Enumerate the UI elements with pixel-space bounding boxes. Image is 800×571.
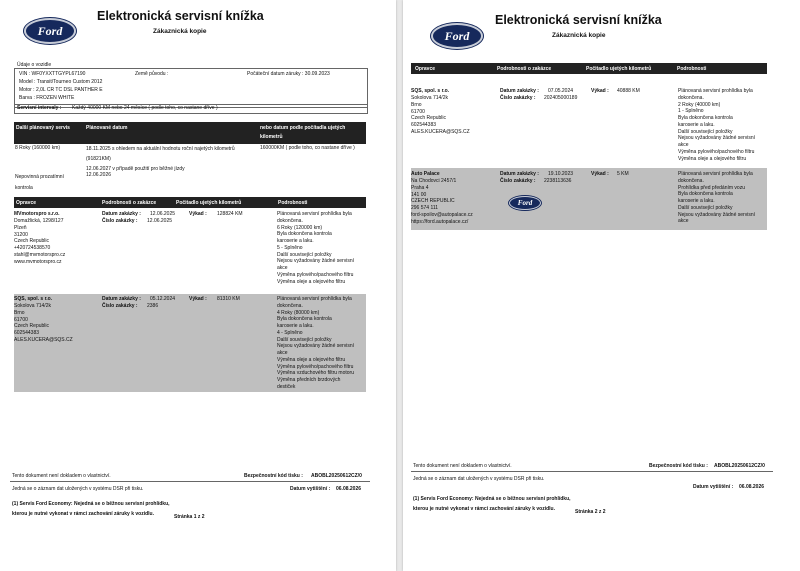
economy-note: (1) Servis Ford Economy: Nejedná se o běžnou servisní prohlídku, kterou je nutné vykonat v rámci zachování záruky k vozidlu.	[12, 501, 170, 517]
page-2	[403, 0, 800, 571]
km-value: 81310 KM	[217, 296, 240, 302]
history-header	[14, 197, 366, 208]
footer-divider	[411, 471, 773, 472]
order-number-label: Číslo zakázky :	[102, 303, 138, 309]
planned-header-service: Další plánovaný servis	[16, 125, 70, 131]
print-date: 06.08.2026	[739, 484, 765, 490]
km-label: Výkad :	[591, 88, 609, 94]
color: Barva : FROZEN WHITE	[19, 95, 75, 101]
print-date: 06.08.2026	[336, 486, 362, 492]
km-label: Výkad :	[591, 171, 609, 177]
planned-row1-service: 8 Roky (160000 km)	[15, 145, 61, 151]
document-subtitle: Zákaznická kopie	[552, 32, 606, 39]
history-header-km: Počitadlo ujetých kilometrů	[176, 200, 242, 206]
dealer-name: SQS, spol. s r.o.	[411, 88, 450, 94]
record-note: Jedná se o záznam dat uložených v systému DSR při tisku.	[12, 486, 144, 492]
interval-label: Servisní intervaly :	[17, 105, 62, 111]
dealer-ford-logo: Ford	[509, 196, 541, 210]
security-code: ABOBL20250612CZ/0	[311, 473, 362, 479]
security-code: ABOBL20250612CZ/0	[714, 463, 765, 469]
planned-row1-km: 160000KM ( podle toho, co nastane dříve )	[260, 145, 355, 151]
order-date-label: Datum zakázky :	[102, 211, 141, 217]
dealer-address: Sokolova 714/2k Brno 61700 Czech Republic 602544383 ALES.KUCERA@SQS.CZ	[411, 95, 470, 135]
page-number: Stránka 2 z 2	[575, 509, 606, 515]
dealer-name: SQS, spol. s r.o.	[14, 296, 53, 302]
ownership-disclaimer: Tento dokument není dokladem o vlastnictví.	[413, 463, 512, 469]
order-date-label: Datum zakázky :	[500, 171, 539, 177]
history-header-order: Podrobnosti o zakázce	[102, 200, 157, 206]
security-code-label: Bezpečnostní kód tisku :	[649, 463, 708, 469]
vin: VIN : WF0YXXTTGYPL67190	[19, 71, 86, 77]
km-value: 40888 KM	[617, 88, 640, 94]
dealer-address: Na Chodovci 2457/1 Praha 4 141 00 CZECH REPUBLIC 296 574 111 ford-spoilov@autopalace.cz https://ford.autopalace.cz/	[411, 178, 473, 225]
order-number-label: Číslo zakázky :	[500, 178, 536, 184]
document-title: Elektronická servisní knížka	[97, 9, 264, 23]
vehicle-section-label: Údaje o vozidle	[17, 62, 52, 68]
ford-logo: Ford	[431, 23, 483, 49]
planned-header-date: Plánované datum	[86, 125, 128, 131]
country-of-origin: Země původu :	[135, 71, 169, 77]
planned-row2-date: 12.06.2026	[86, 172, 112, 178]
order-number: 2386	[147, 303, 159, 309]
record-details: Plánovaná servisní prohlídka byla dokončena. Prohlídka před předáním vozu Byla dokončena kontrola karoserie a laku. Další související položky Nejsou vyžadovány žádné servisní akce	[678, 171, 755, 225]
km-value: 128824 KM	[217, 211, 243, 217]
planned-header-km: nebo datum podle počítadla ujetých	[260, 125, 346, 131]
order-number-label: Číslo zakázky :	[500, 95, 536, 101]
model: Model : Transit/Tourneo Custom 2012	[19, 79, 103, 85]
planned-service-header	[14, 122, 366, 144]
interval-value: Každý 40000 KM nebo 24 měsíce ( podle toho, co nastane dříve )	[72, 105, 218, 111]
dealer-name: Auto Palace	[411, 171, 440, 177]
km-label: Výkad :	[189, 211, 207, 217]
record-details: Plánovaná servisní prohlídka byla dokončena. 6 Roky (120000 km) Byla dokončena kontrola karoserie a laku. 5 - Splněno Další související položky Nejsou vyžadovány žádné servisní akce Výměna pylového/pachového filtru Výměna oleje a olejového filtru	[277, 211, 354, 285]
page-number: Stránka 1 z 2	[174, 514, 205, 520]
dealer-name: MVmotorspro s.r.o.	[14, 211, 60, 217]
history-header-details: Podrobnosti	[677, 66, 707, 72]
engine: Motor : 2,0L CR TC DSL PANTHER E	[19, 87, 103, 93]
record-details: Plánovaná servisní prohlídka byla dokončena. 4 Roky (80000 km) Byla dokončena kontrola karoserie a laku. 4 - Splněno Další související položky Nejsou vyžadovány žádné servisní akce Výměna oleje a olejového filtru Výměna pylového/pachového filtru Výměna vzduchového filtru motoru Výměna předních brzdových destiček	[277, 296, 354, 390]
order-date: 12.06.2025	[150, 211, 176, 217]
planned-row2-service: Nepovinná prozatímní kontrola	[15, 174, 64, 191]
order-number: 12.06.2025	[147, 218, 173, 224]
warranty-start: Počáteční datum záruky : 30.09.2023	[247, 71, 330, 77]
dealer-address: Sokolova 714/2k Brno 61700 Czech Republic 602544383 ALES.KUCERA@SQS.CZ	[14, 303, 73, 343]
order-date: 05.12.2024	[150, 296, 176, 302]
history-header-details: Podrobnosti	[278, 200, 308, 206]
planned-row1-date: 18.11.2025 s ohledem na aktuální hodnotu roční najetých kilometrů (91821KM) 12.06.2027 v případě použití pro běžné jízdy	[86, 146, 235, 172]
ford-logo: Ford	[24, 18, 76, 44]
footer-divider	[10, 481, 370, 482]
history-header-dealer: Opravce	[16, 200, 37, 206]
dealer-address: Domažlická, 1298/127 Plzeň 31200 Czech Republic +420724538570 stahl@mvmotorspro.cz www.mvmotorspro.cz	[14, 218, 66, 265]
order-number: 2238113636	[544, 178, 572, 184]
print-date-label: Datum vytištění :	[693, 484, 734, 490]
order-date: 19.10.2023	[548, 171, 574, 177]
history-header-km: Počitadlo ujetých kilometrů	[586, 66, 652, 72]
document-title: Elektronická servisní knížka	[495, 13, 662, 27]
print-date-label: Datum vytištění :	[290, 486, 331, 492]
record-details: Plánovaná servisní prohlídka byla dokončena. 2 Roky (40000 km) 1 - Splněno Byla dokončena kontrola karoserie a laku. Další související položky Nejsou vyžadovány žádné servisní akce Výměna pylového/pachového filtru Výměna oleje a olejového filtru	[678, 88, 755, 162]
history-header-order: Podrobnosti o zakázce	[497, 66, 552, 72]
history-header	[411, 63, 767, 74]
security-code-label: Bezpečnostní kód tisku :	[244, 473, 303, 479]
order-date-label: Datum zakázky :	[500, 88, 539, 94]
page-1	[0, 0, 396, 571]
history-header-dealer: Opravce	[415, 66, 436, 72]
record-note: Jedná se o záznam dat uložených v systému DSR při tisku.	[413, 476, 545, 482]
ownership-disclaimer: Tento dokument není dokladem o vlastnictví.	[12, 473, 111, 479]
economy-note: (1) Servis Ford Economy: Nejedná se o běžnou servisní prohlídku, kterou je nutné vykonat v rámci zachování záruky k vozidlu.	[413, 496, 571, 512]
order-number-label: Číslo zakázky :	[102, 218, 138, 224]
order-number: 202405000189	[544, 95, 578, 101]
km-value: 5 KM	[617, 171, 629, 177]
planned-header-km-2: kilometrů	[260, 134, 283, 140]
document-subtitle: Zákaznická kopie	[153, 28, 207, 35]
order-date: 07.05.2024	[548, 88, 574, 94]
order-date-label: Datum zakázky :	[102, 296, 141, 302]
km-label: Výkad :	[189, 296, 207, 302]
